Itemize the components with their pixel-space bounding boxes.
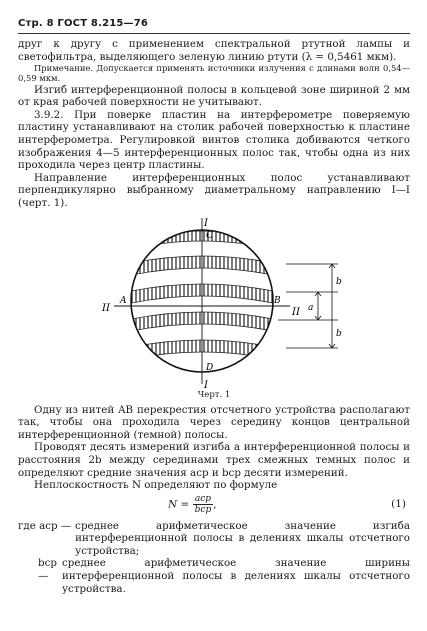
paragraph-5: Одну из нитей AB перекрестия отсчетного устройства располагают так, чтобы она проходила через середину концов центральной интерференционной (темной) полосы. bbox=[18, 403, 410, 441]
definition-b bbox=[18, 557, 410, 595]
label-b-point: B bbox=[274, 295, 281, 306]
formula-fraction bbox=[193, 493, 217, 515]
label-dim-b2: b bbox=[336, 328, 342, 339]
note: Примечание. Допускается применять источники излучения с длинами волн 0,54—0,59 мкм. bbox=[18, 63, 410, 84]
formula-denominator: bср bbox=[194, 504, 212, 515]
formula-numerator: aср bbox=[194, 493, 212, 504]
interference-diagram bbox=[18, 212, 410, 390]
formula-lhs: N = bbox=[168, 498, 190, 511]
paragraph-7: Неплоскостность N определяют по формуле bbox=[34, 479, 278, 492]
definition-a-body: среднее арифметическое значение изгиба интерференционной полосы в делениях шкалы отсчетного устройства; bbox=[75, 519, 410, 557]
header-rule bbox=[18, 33, 410, 34]
paragraph-3: 3.9.2. При поверке пластин на интерферометре поверяемую пластину устанавливают на столик рабочей поверхностью к пластине интерферометра. Регулировкой винтов столика добиваются четкого изображения 4—5 интерференционных полос так, чтобы одна из них проходила через центр пластины. bbox=[18, 108, 410, 172]
label-top-axis: I bbox=[204, 217, 208, 229]
formula-row bbox=[18, 492, 410, 520]
paragraph-6: Проводят десять измерений изгиба a интерференционной полосы и расстояния 2b между серединами трех смежных темных полос и определяют средние значения aср и bср десяти измерений. bbox=[18, 441, 410, 479]
label-bottom-axis: I bbox=[204, 379, 208, 390]
figure-1 bbox=[18, 212, 410, 390]
paragraph-2: Изгиб интерференционной полосы в кольцевой зоне шириной 2 мм от края рабочей поверхности не учитывают. bbox=[18, 83, 410, 109]
definition-a-lead: где aср — bbox=[18, 519, 72, 532]
label-left-axis: II bbox=[102, 302, 110, 314]
label-c: C bbox=[206, 230, 213, 241]
page-header: Стр. 8 ГОСТ 8.215—76 bbox=[18, 18, 149, 29]
label-right-axis: II bbox=[292, 306, 300, 318]
figure-caption: Черт. 1 bbox=[197, 389, 231, 400]
label-a-point: A bbox=[120, 295, 127, 306]
definition-b-lead: bср — bbox=[38, 557, 57, 583]
definition-b-body: среднее арифметическое значение ширины интерференционной полосы в делениях шкалы отсчетного устройства. bbox=[62, 557, 410, 595]
definition-a bbox=[18, 520, 410, 558]
paragraph-1: друг к другу с применением спектральной ртутной лампы и светофильтра, выделяющего зеленую линию ртути (λ = 0,5461 мкм). bbox=[18, 38, 410, 63]
document-page bbox=[18, 18, 410, 595]
label-dim-a: a bbox=[308, 302, 314, 313]
formula-tail: , bbox=[213, 498, 217, 511]
formula-number: (1) bbox=[391, 497, 406, 510]
formula bbox=[168, 494, 217, 515]
definitions bbox=[18, 520, 410, 596]
paragraph-4: Направление интерференционных полос устанавливают перпендикулярно выбранному диаметральному направлению I—I (черт. 1). bbox=[18, 171, 410, 209]
label-d: D bbox=[206, 362, 214, 373]
label-dim-b1: b bbox=[336, 276, 342, 287]
